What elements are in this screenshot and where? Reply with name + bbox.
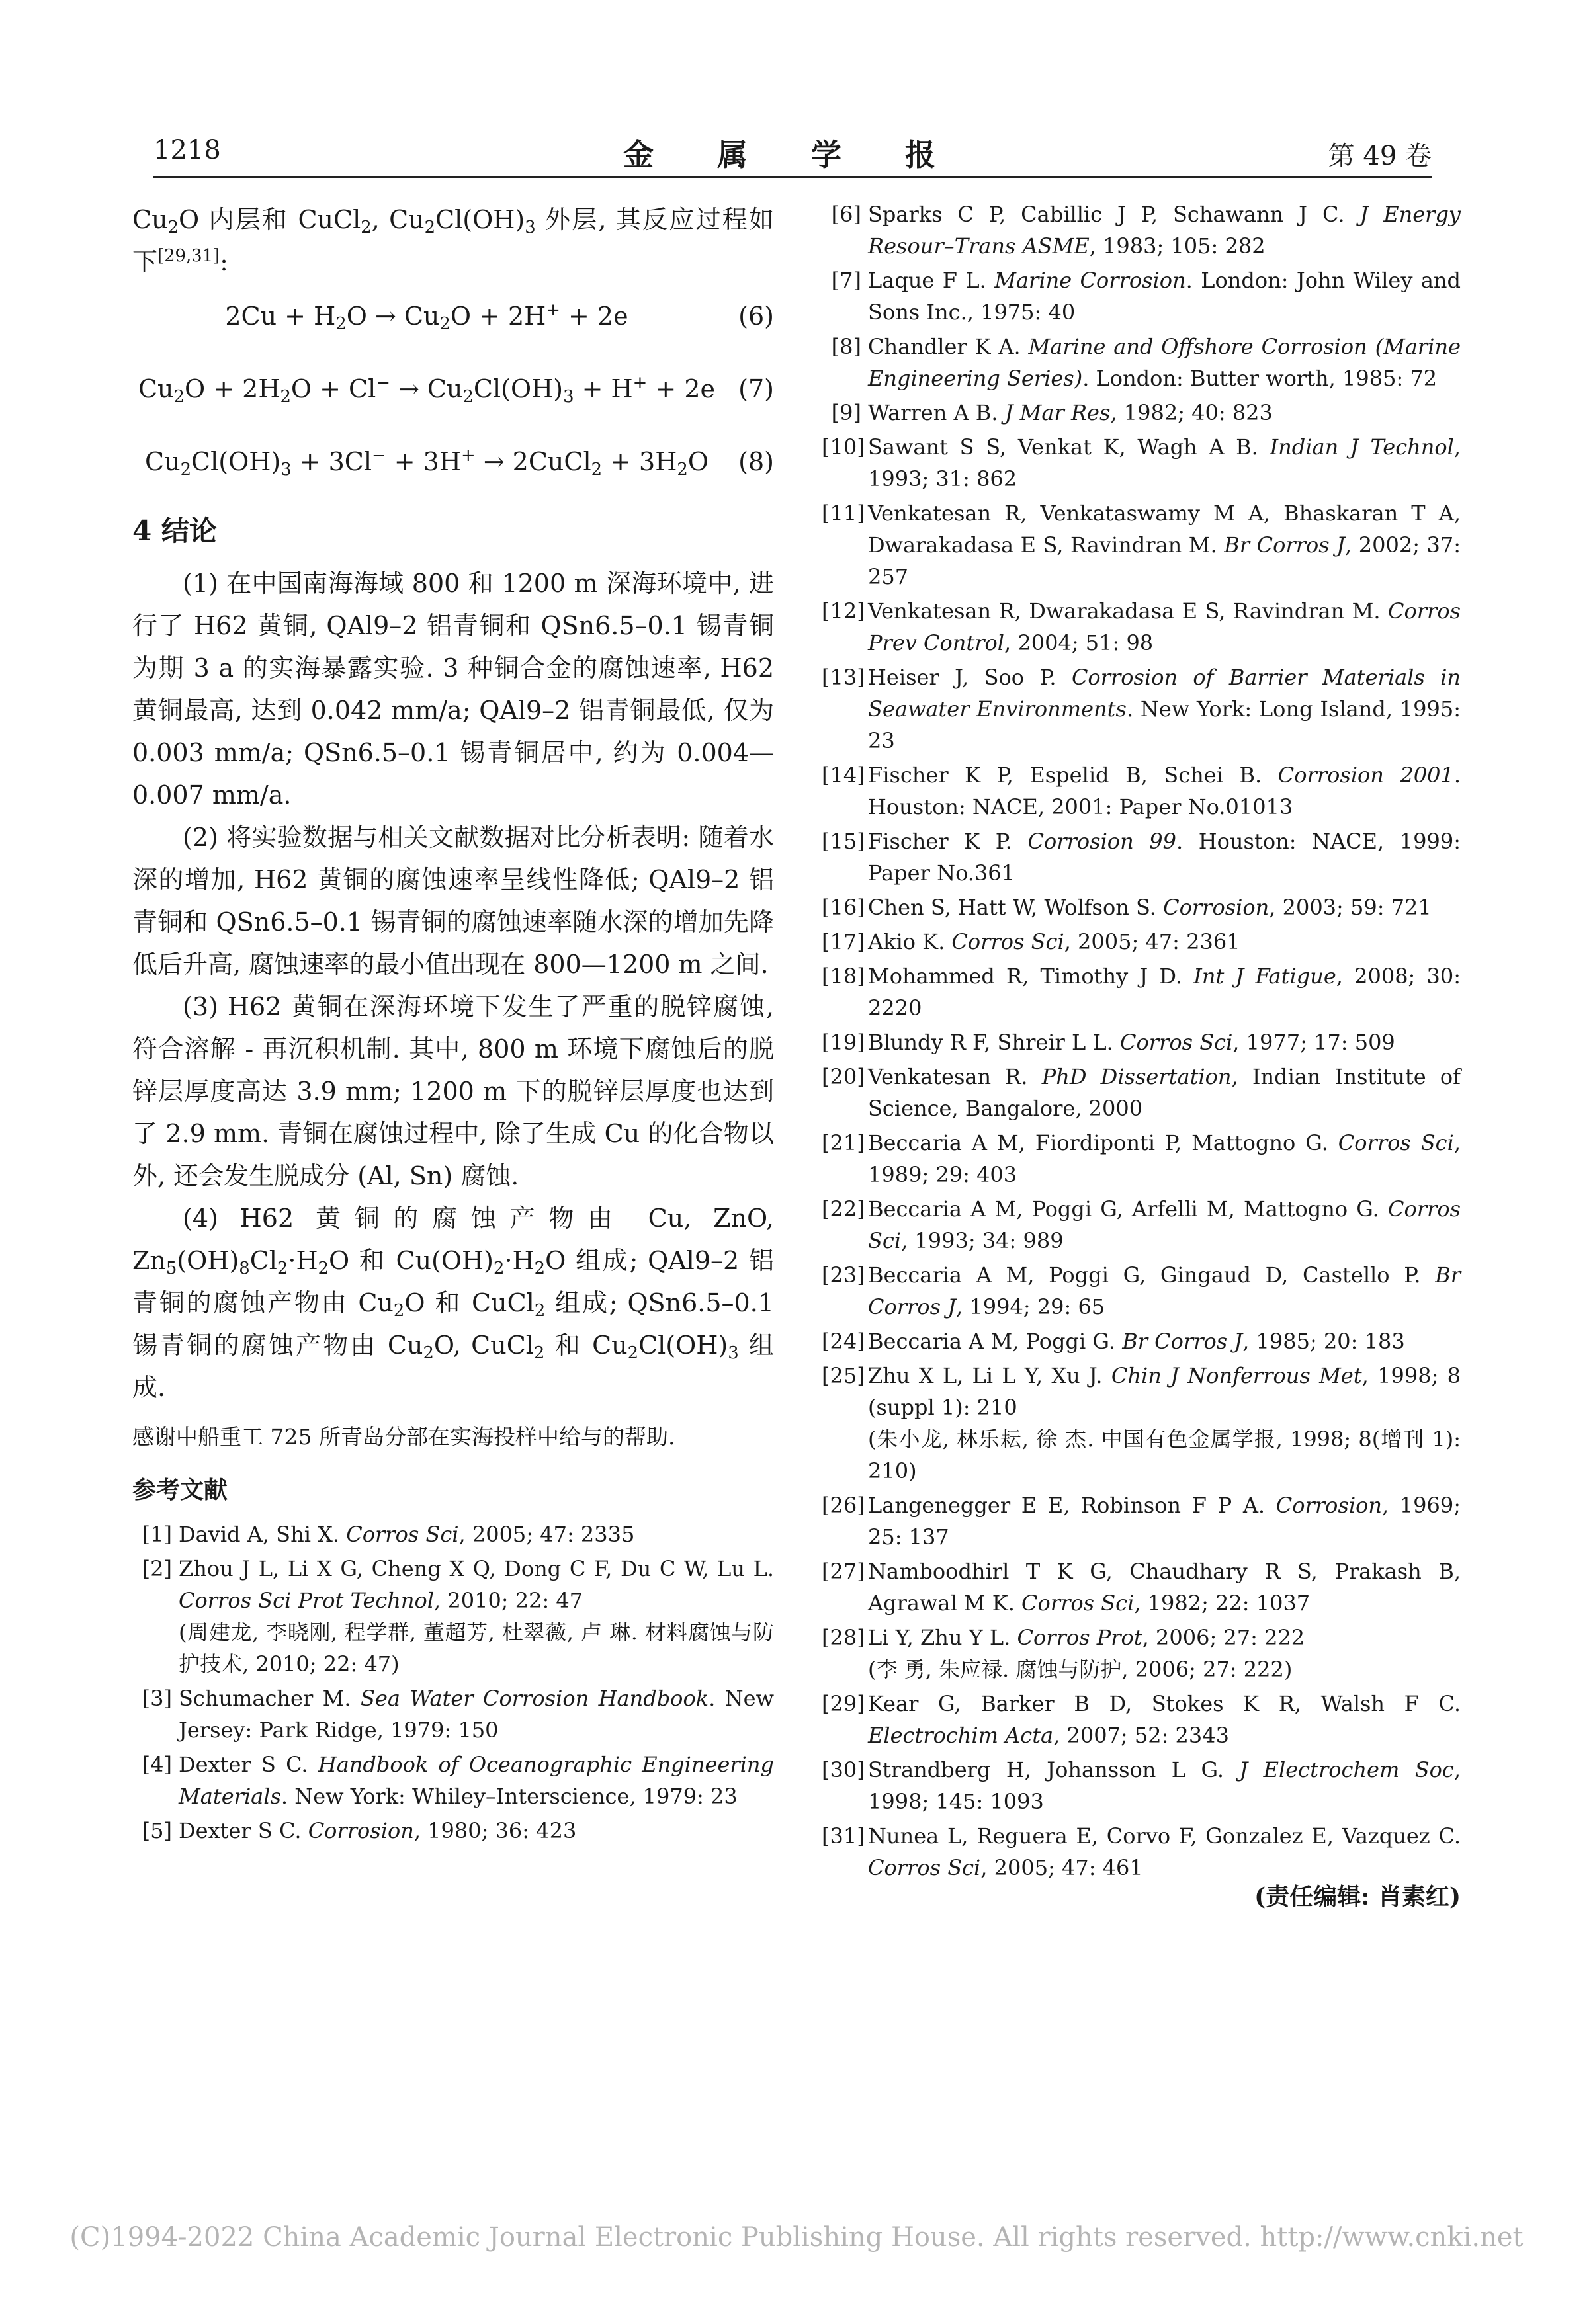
reference-details: , 2005; 47: 2361 [1064,929,1240,954]
reference-item [822,331,1461,394]
responsible-editor: (责任编辑: 肖素红) [1254,1883,1461,1911]
reference-number: [1] [142,1522,172,1547]
reference-source: Corrosion of Barrier Materials in Seawater Environments [868,665,1461,722]
conclusion-paragraph: (2) 将实验数据与相关文献数据对比分析表明: 随着水深的增加, H62 黄铜的腐蚀速率呈线性降低; QAl9–2 铝青铜和 QSn6.5–0.1 锡青铜的腐蚀速率随水深的增加先降低后升高, 腐蚀速率的最小值出现在 800—1200 m 之间. [132,823,774,979]
reference-number: [5] [142,1818,172,1843]
reference-item [822,926,1461,958]
right-column [822,198,1461,1886]
reference-item [822,431,1461,495]
reference-authors: Venkatesan R. [868,1064,1042,1089]
reference-authors: Warren A B. [868,400,1005,425]
reference-source: Corros Sci [346,1522,459,1547]
page-header [153,130,1432,178]
reference-source: Corrosion [1163,895,1270,920]
reference-details: . London: John Wiley and Sons Inc., 1975: 40 [868,268,1461,325]
reference-item [132,1553,774,1680]
reference-details: , 1998; 8 (suppl 1): 210 [868,1363,1461,1420]
reference-item [822,1259,1461,1323]
conclusion-paragraph: (4) H62 黄铜的腐蚀产物由 Cu, ZnO, $Zn_5(OH)_8Cl_2\cdot H_2O$ 和 $Cu(OH)_2\cdot H_2O$ 组成; QAl9–2 铝青铜的腐蚀产物由 $Cu_2O$ 和 CuCl$_2$ 组成; QSn6.5–0.1 锡青铜的腐蚀产物由 $Cu_2O$, CuCl$_2$ 和 $Cu_2Cl(OH)_3$ 组成. [132,1204,774,1402]
journal-title: 金 属 学 报 [623,137,963,173]
reference-details: , 2003; 59: 721 [1269,895,1432,920]
reference-source: J Electrochem Soc [1239,1757,1454,1782]
reference-source: Handbook of Oceanographic Engineering Materials [179,1752,774,1809]
reference-source: Corros Sci [1338,1130,1454,1155]
reference-details: . New York: Long Island, 1995: 23 [868,696,1461,753]
reference-item [822,1360,1461,1487]
reference-item [132,1682,774,1746]
reference-authors: Chen S, Hatt W, Wolfson S. [868,895,1164,920]
reference-details: , 1977; 17: 509 [1232,1030,1395,1055]
reference-item [822,497,1461,593]
reference-list-right [822,198,1461,1884]
reference-number: [6] [831,202,861,227]
reference-number: [22] [822,1196,865,1222]
reference-authors: Chandler K A. [868,334,1029,359]
reference-details: , 1982; 22: 1037 [1134,1591,1311,1616]
reference-item [822,1754,1461,1817]
conclusion-paragraph: (1) 在中国南海海域 800 和 1200 m 深海环境中, 进行了 H62 黄铜, QAl9–2 铝青铜和 QSn6.5–0.1 锡青铜为期 3 a 的实海暴露实验. 3 种铜合金的腐蚀速率, H62 黄铜最高, 达到 0.042 mm/a; QAl9–2 铝青铜最低, 仅为 0.003 mm/a; QSn6.5–0.1 锡青铜居中, 约为 0.004—0.007 mm/a. [132,569,774,809]
section-title: 4 结论 [132,515,217,547]
reference-authors: Dexter S C. [179,1818,308,1843]
reference-details: . Houston: NACE, 1999: Paper No.361 [868,829,1461,886]
reference-source: Sea Water Corrosion Handbook [361,1686,709,1711]
reference-source: Br Corros J [868,1263,1461,1319]
reference-authors: Beccaria A M, Poggi G. [868,1329,1123,1354]
reference-authors: David A, Shi X. [179,1522,347,1547]
reference-item [822,892,1461,923]
reference-details: . New York: Whiley–Interscience, 1979: 23 [280,1784,738,1809]
reference-authors: Kear G, Barker B D, Stokes K R, Walsh F C. [868,1691,1461,1716]
equation-6: $2Cu + H_2O \to Cu_2O + 2H^+ + 2e$ (6) [225,300,774,335]
reference-item [822,960,1461,1024]
reference-details: , Indian Institute of Science, Bangalore, 2000 [868,1064,1461,1121]
reference-item [822,661,1461,757]
intro-paragraph: $Cu_2O$ 内层和 CuCl$_2$, $Cu_2Cl(OH)_3$ 外层, 其反应过程如下[29,31]: [132,205,774,276]
reference-item [822,1325,1461,1357]
reference-source: Corros Sci [1120,1030,1233,1055]
reference-details: , 2004; 51: 98 [1004,630,1154,655]
reference-details: , 1969; 25: 137 [868,1493,1461,1550]
reference-number: [14] [822,763,865,788]
acknowledgement: 感谢中船重工 725 所青岛分部在实海投样中给与的帮助. [132,1424,675,1450]
reference-number: [25] [822,1363,865,1388]
reference-item [822,198,1461,262]
reference-number: [18] [822,964,865,989]
page-number: 1218 [153,135,221,165]
reference-number: [28] [822,1625,865,1650]
reference-number: [4] [142,1752,172,1777]
reference-details: , 1982; 40: 823 [1110,400,1273,425]
reference-authors: Venkatesan R, Dwarakadasa E S, Ravindran M. [868,599,1388,624]
reference-authors: Venkatesan R, Venkataswamy M A, Bhaskaran T A, Dwarakadasa E S, Ravindran M. [868,501,1461,558]
reference-source: Br Corros J [1224,532,1346,558]
reference-source: J Mar Res [1004,400,1111,425]
reference-number: [11] [822,501,865,526]
reference-authors: Heiser J, Soo P. [868,665,1072,690]
reference-source: Corrosion [308,1818,414,1843]
reference-source: Corrosion 99 [1027,829,1176,854]
reference-source: Chin J Nonferrous Met [1111,1363,1362,1388]
reference-list-left [132,1518,774,1847]
reference-authors: Li Y, Zhu Y L. [868,1625,1017,1650]
reference-authors: Langenegger E E, Robinson F P A. [868,1493,1276,1518]
copyright-watermark: (C)1994-2022 China Academic Journal Electronic Publishing House. All rights reserved. http://www.cnki.net [69,2222,1524,2253]
reference-item [822,1026,1461,1058]
reference-number: [21] [822,1130,865,1155]
reference-number: [24] [822,1329,865,1354]
reference-item [822,397,1461,429]
reference-item [822,1688,1461,1751]
reference-source: Corros Sci [868,1855,981,1880]
volume-label: 第 49 卷 [1328,141,1432,171]
reference-number: [13] [822,665,865,690]
reference-source: Corrosion 2001 [1277,763,1454,788]
reference-number: [23] [822,1263,865,1288]
references-title: 参考文献 [132,1476,228,1504]
reference-source: Corros Sci Prot Technol [179,1588,435,1613]
reference-source: Corros Sci [1021,1591,1135,1616]
reference-chinese: (周建龙, 李晓刚, 程学群, 董超芳, 杜翠薇, 卢 琳. 材料腐蚀与防护技术, 2010; 22: 47) [179,1620,774,1677]
reference-item [822,1061,1461,1124]
reference-details: . Houston: NACE, 2001: Paper No.01013 [868,763,1461,819]
reference-authors: Nunea L, Reguera E, Corvo F, Gonzalez E, Vazquez C. [868,1823,1461,1848]
reference-item [822,265,1461,328]
reference-number: [3] [142,1686,172,1711]
reference-number: [15] [822,829,865,854]
reference-item [822,1556,1461,1619]
reference-details: , 2007; 52: 2343 [1053,1723,1229,1748]
reference-item [822,1489,1461,1553]
reference-authors: Fischer K P. [868,829,1028,854]
reference-number: [27] [822,1559,865,1584]
reference-source: Corros Sci [868,1196,1461,1253]
reference-details: , 1985; 20: 183 [1242,1329,1405,1354]
reference-number: [10] [822,435,865,460]
reference-number: [19] [822,1030,865,1055]
reference-source: Corros Prot [1017,1625,1142,1650]
reference-details: , 1993; 34: 989 [901,1228,1064,1253]
reference-number: [31] [822,1823,865,1848]
reference-item [822,825,1461,889]
reference-item [822,1193,1461,1257]
reference-number: [9] [831,400,861,425]
reference-number: [16] [822,895,865,920]
reference-source: J Energy Resour–Trans ASME [868,202,1461,259]
reference-authors: Mohammed R, Timothy J D. [868,964,1194,989]
reference-item [132,1749,774,1812]
reference-source: Electrochim Acta [868,1723,1054,1748]
reference-details: , 2005; 47: 461 [980,1855,1143,1880]
reference-details: , 1980; 36: 423 [413,1818,577,1843]
left-column [132,198,774,1849]
reference-item [822,1127,1461,1190]
reference-details: . New Jersey: Park Ridge, 1979: 150 [179,1686,775,1743]
reference-authors: Fischer K P, Espelid B, Schei B. [868,763,1278,788]
reference-number: [17] [822,929,865,954]
reference-item [822,759,1461,823]
conclusion-paragraph: (3) H62 黄铜在深海环境下发生了严重的脱锌腐蚀, 符合溶解 - 再沉积机制. 其中, 800 m 环境下腐蚀后的脱锌层厚度高达 3.9 mm; 1200 m 下的脱锌层厚度也达到了 2.9 mm. 青铜在腐蚀过程中, 除了生成 Cu 的化合物以外, 还会发生脱成分 (Al, Sn) 腐蚀. [132,992,774,1190]
reference-authors: Namboodhirl T K G, Chaudhary R S, Prakash B, Agrawal M K. [868,1559,1461,1616]
equation-8: $Cu_2Cl(OH)_3 + 3Cl^- + 3H^+$ → 2CuCl$_2$ + $3H_2O$ (8) [145,445,774,480]
reference-source: PhD Dissertation [1041,1064,1232,1089]
reference-details: , 1983; 105: 282 [1089,233,1266,259]
reference-source: Indian J Technol [1270,435,1454,460]
reference-item [132,1518,774,1550]
reference-number: [8] [831,334,861,359]
reference-source: Int J Fatigue [1193,964,1336,989]
reference-authors: Beccaria A M, Fiordiponti P, Mattogno G. [868,1130,1338,1155]
reference-details: , 2006; 27: 222 [1142,1625,1305,1650]
reference-details: , 2002; 37: 257 [868,532,1461,589]
reference-number: [29] [822,1691,865,1716]
reference-details: , 1998; 145: 1093 [868,1757,1461,1814]
reference-authors: Akio K. [868,929,952,954]
reference-authors: Sparks C P, Cabillic J P, Schawann J C. [868,202,1360,227]
reference-details: , 2008; 30: 2220 [868,964,1461,1020]
reference-source: Corros Sci [951,929,1064,954]
reference-number: [26] [822,1493,865,1518]
reference-details: . London: Butter worth, 1985: 72 [1082,366,1438,391]
reference-authors: Zhou J L, Li X G, Cheng X Q, Dong C F, Du C W, Lu L. [179,1556,774,1581]
reference-item [822,1622,1461,1685]
reference-source: Corros Prev Control [868,599,1461,655]
reference-authors: Sawant S S, Venkat K, Wagh A B. [868,435,1270,460]
reference-number: [2] [142,1556,172,1581]
reference-number: [12] [822,599,865,624]
reference-authors: Strandberg H, Johansson L G. [868,1757,1240,1782]
reference-source: Marine and Offshore Corrosion (Marine Engineering Series) [868,334,1461,391]
reference-authors: Dexter S C. [179,1752,318,1777]
reference-chinese: (李 勇, 朱应禄. 腐蚀与防护, 2006; 27: 222) [868,1657,1293,1682]
reference-authors: Laque F L. [868,268,995,293]
reference-details: , 2010; 22: 47 [434,1588,583,1613]
reference-authors: Blundy R F, Shreir L L. [868,1030,1121,1055]
reference-authors: Zhu X L, Li L Y, Xu J. [868,1363,1111,1388]
reference-details: , 1994; 29: 65 [956,1294,1105,1319]
reference-details: , 2005; 47: 2335 [458,1522,635,1547]
reference-number: [30] [822,1757,865,1782]
reference-details: , 1989; 29: 403 [868,1130,1461,1187]
reference-source: Marine Corrosion [994,268,1186,293]
reference-source: Corrosion [1275,1493,1382,1518]
reference-details: , 1993; 31: 862 [868,435,1461,491]
reference-number: [20] [822,1064,865,1089]
reference-item [822,595,1461,659]
reference-authors: Beccaria A M, Poggi G, Arfelli M, Mattogno G. [868,1196,1388,1222]
reference-authors: Schumacher M. [179,1686,361,1711]
reference-authors: Beccaria A M, Poggi G, Gingaud D, Castello P. [868,1263,1436,1288]
reference-item [132,1815,774,1847]
reference-chinese: (朱小龙, 林乐耘, 徐 杰. 中国有色金属学报, 1998; 8(增刊 1): 210) [868,1427,1461,1483]
reference-item [822,1820,1461,1884]
equation-7: $Cu_2O + 2H_2O + Cl^- \to Cu_2Cl(OH)_3 + H^+ + 2e$ (7) [138,372,774,407]
reference-number: [7] [831,268,861,293]
reference-source: Br Corros J [1122,1329,1243,1354]
